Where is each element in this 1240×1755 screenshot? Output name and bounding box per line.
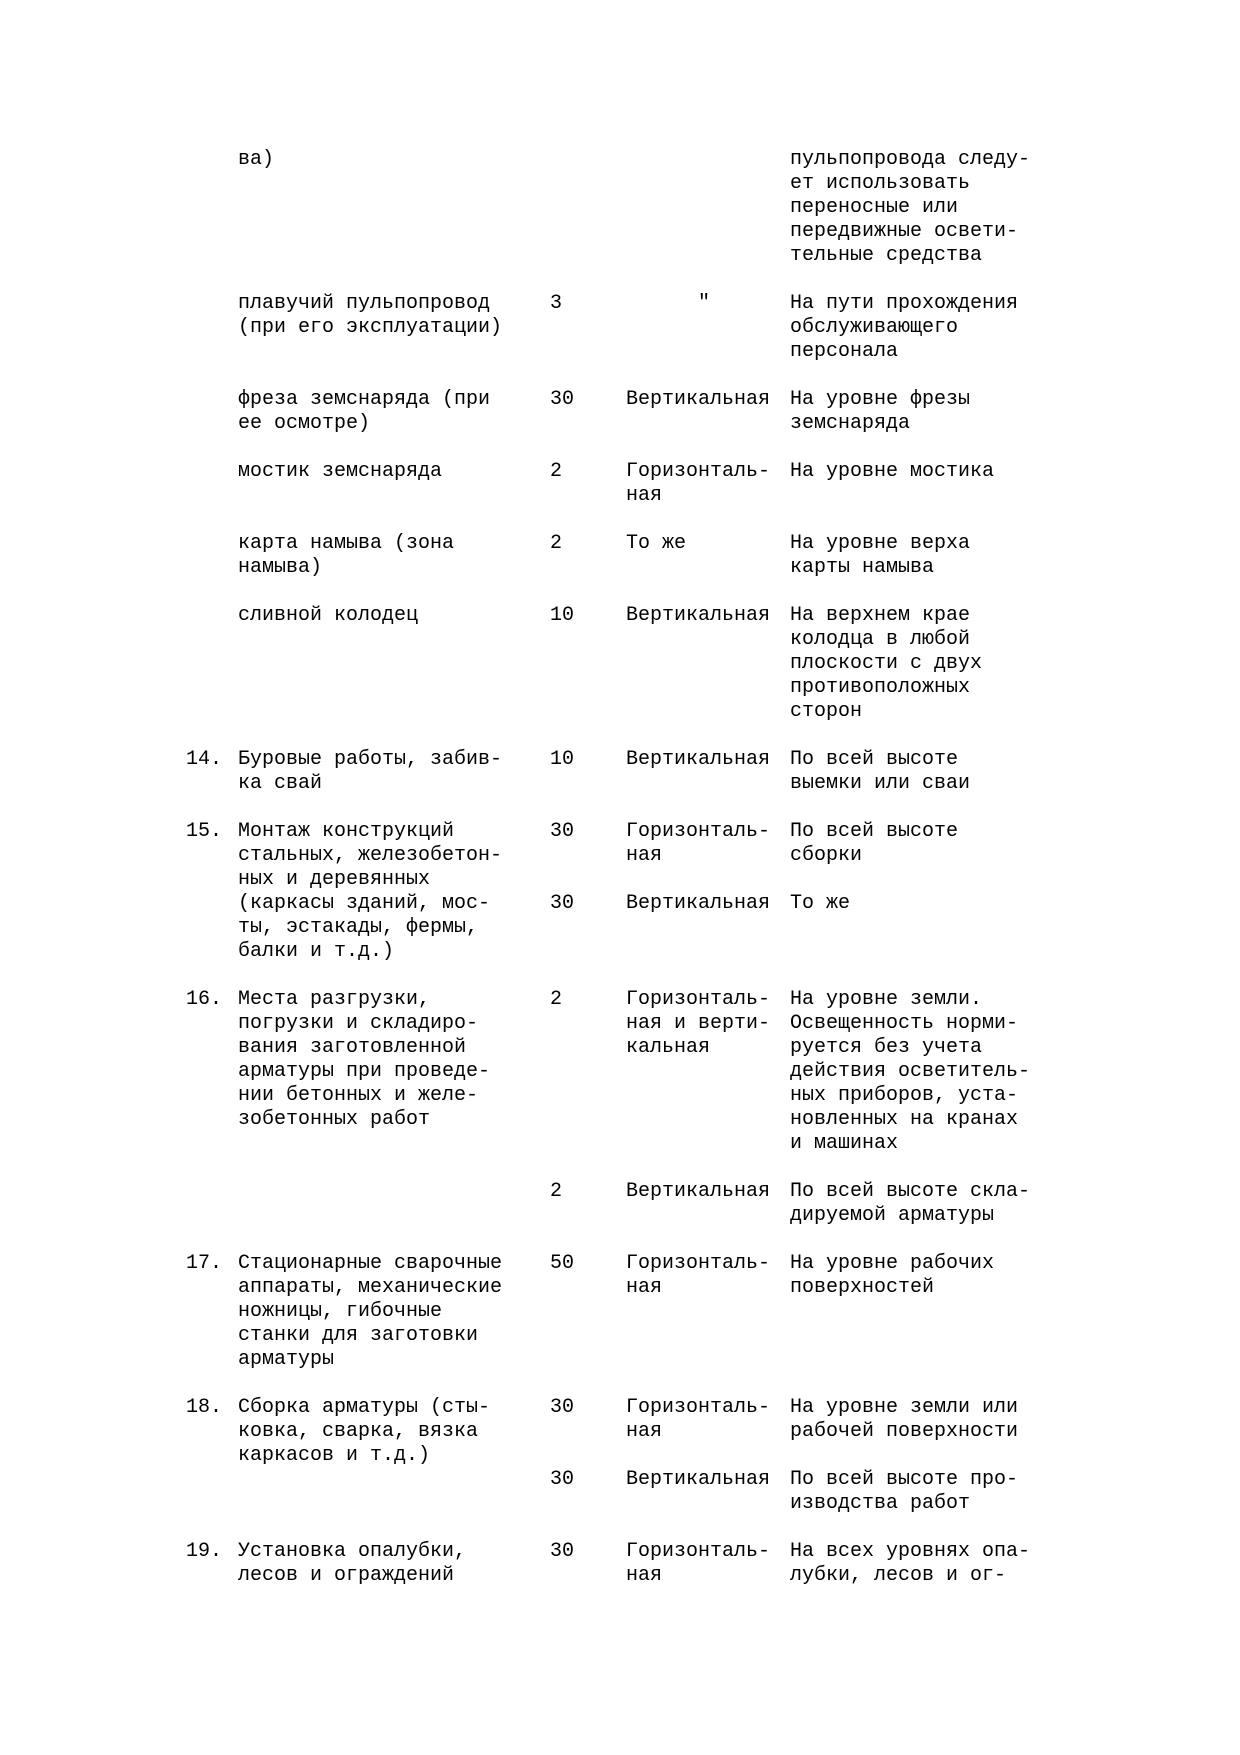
measurement-location: На верхнем крае колодца в любой плоскости с двух противоположных сторон [790, 604, 983, 723]
item-number: 18. [186, 1396, 223, 1419]
illuminance-plane: Горизонталь- ная [626, 820, 771, 867]
illuminance-plane: То же [626, 532, 687, 555]
illuminance-plane: Вертикальная [626, 1468, 771, 1491]
work-description: Места разгрузки, погрузки и складиро- вания заготовленной арматуры при проведе- нии бетонных и желе- зобетонных работ [238, 988, 491, 1131]
illuminance-value: 30 [550, 820, 575, 843]
measurement-location: пульпопровода следу- ет использовать переносные или передвижные освети- тельные средства [790, 148, 1031, 267]
measurement-location: На уровне земли. Освещенность норми- руется без учета действия осветитель- ных приборов, уста- новленных на кранах и машинах [790, 988, 1031, 1155]
illuminance-value: 30 [550, 1396, 575, 1419]
measurement-location: По всей высоте выемки или сваи [790, 748, 971, 795]
illuminance-value: 2 [550, 988, 563, 1011]
illuminance-plane: Вертикальная [626, 604, 771, 627]
illuminance-plane: Вертикальная [626, 388, 771, 411]
illuminance-plane: Вертикальная [626, 748, 771, 771]
work-description: сливной колодец [238, 604, 419, 627]
measurement-location: По всей высоте скла- дируемой арматуры [790, 1180, 1031, 1227]
illuminance-value: 50 [550, 1252, 575, 1275]
illuminance-value: 3 [550, 292, 563, 315]
illuminance-value: 10 [550, 748, 575, 771]
illuminance-value: 2 [550, 1180, 563, 1203]
illuminance-plane: Горизонталь- ная [626, 460, 771, 507]
measurement-location: На пути прохождения обслуживающего персонала [790, 292, 1019, 363]
work-description: Стационарные сварочные аппараты, механические ножницы, гибочные станки для заготовки арматуры [238, 1252, 503, 1371]
work-description: мостик земснаряда [238, 460, 443, 483]
measurement-location: На уровне земли или рабочей поверхности [790, 1396, 1019, 1443]
illuminance-plane: Горизонталь- ная [626, 1540, 771, 1587]
measurement-location: По всей высоте про- изводства работ [790, 1468, 1019, 1515]
illuminance-value: 30 [550, 1540, 575, 1563]
measurement-location: То же [790, 892, 851, 915]
illuminance-value: 30 [550, 1468, 575, 1491]
work-description: Установка опалубки, лесов и ограждений [238, 1540, 467, 1587]
measurement-location: На уровне фрезы земснаряда [790, 388, 971, 435]
work-description: карта намыва (зона намыва) [238, 532, 455, 579]
measurement-location: На уровне рабочих поверхностей [790, 1252, 995, 1299]
work-description: Монтаж конструкций стальных, железобетон- ных и деревянных (каркасы зданий, мос- ты, эстакады, фермы, балки и т.д.) [238, 820, 503, 963]
work-description: фреза земснаряда (при ее осмотре) [238, 388, 491, 435]
measurement-location: На уровне мостика [790, 460, 995, 483]
illuminance-plane: Горизонталь- ная и верти- кальная [626, 988, 771, 1059]
illuminance-value: 30 [550, 388, 575, 411]
illuminance-plane: Вертикальная [626, 1180, 771, 1203]
item-number: 15. [186, 820, 223, 843]
illuminance-plane: Вертикальная [626, 892, 771, 915]
measurement-location: По всей высоте сборки [790, 820, 959, 867]
illuminance-plane: Горизонталь- ная [626, 1396, 771, 1443]
item-number: 19. [186, 1540, 223, 1563]
work-description: Буровые работы, забив- ка свай [238, 748, 503, 795]
measurement-location: На всех уровнях опа- лубки, лесов и ог- [790, 1540, 1031, 1587]
item-number: 17. [186, 1252, 223, 1275]
measurement-location: На уровне верха карты намыва [790, 532, 971, 579]
illuminance-plane: " [626, 292, 711, 315]
illuminance-plane: Горизонталь- ная [626, 1252, 771, 1299]
item-number: 16. [186, 988, 223, 1011]
illuminance-value: 2 [550, 532, 563, 555]
item-number: 14. [186, 748, 223, 771]
illuminance-value: 10 [550, 604, 575, 627]
work-description: Сборка арматуры (сты- ковка, сварка, вязка каркасов и т.д.) [238, 1396, 491, 1467]
work-description: плавучий пульпопровод (при его эксплуатации) [238, 292, 503, 339]
illuminance-value: 30 [550, 892, 575, 915]
work-description: ва) [238, 148, 275, 171]
illuminance-value: 2 [550, 460, 563, 483]
